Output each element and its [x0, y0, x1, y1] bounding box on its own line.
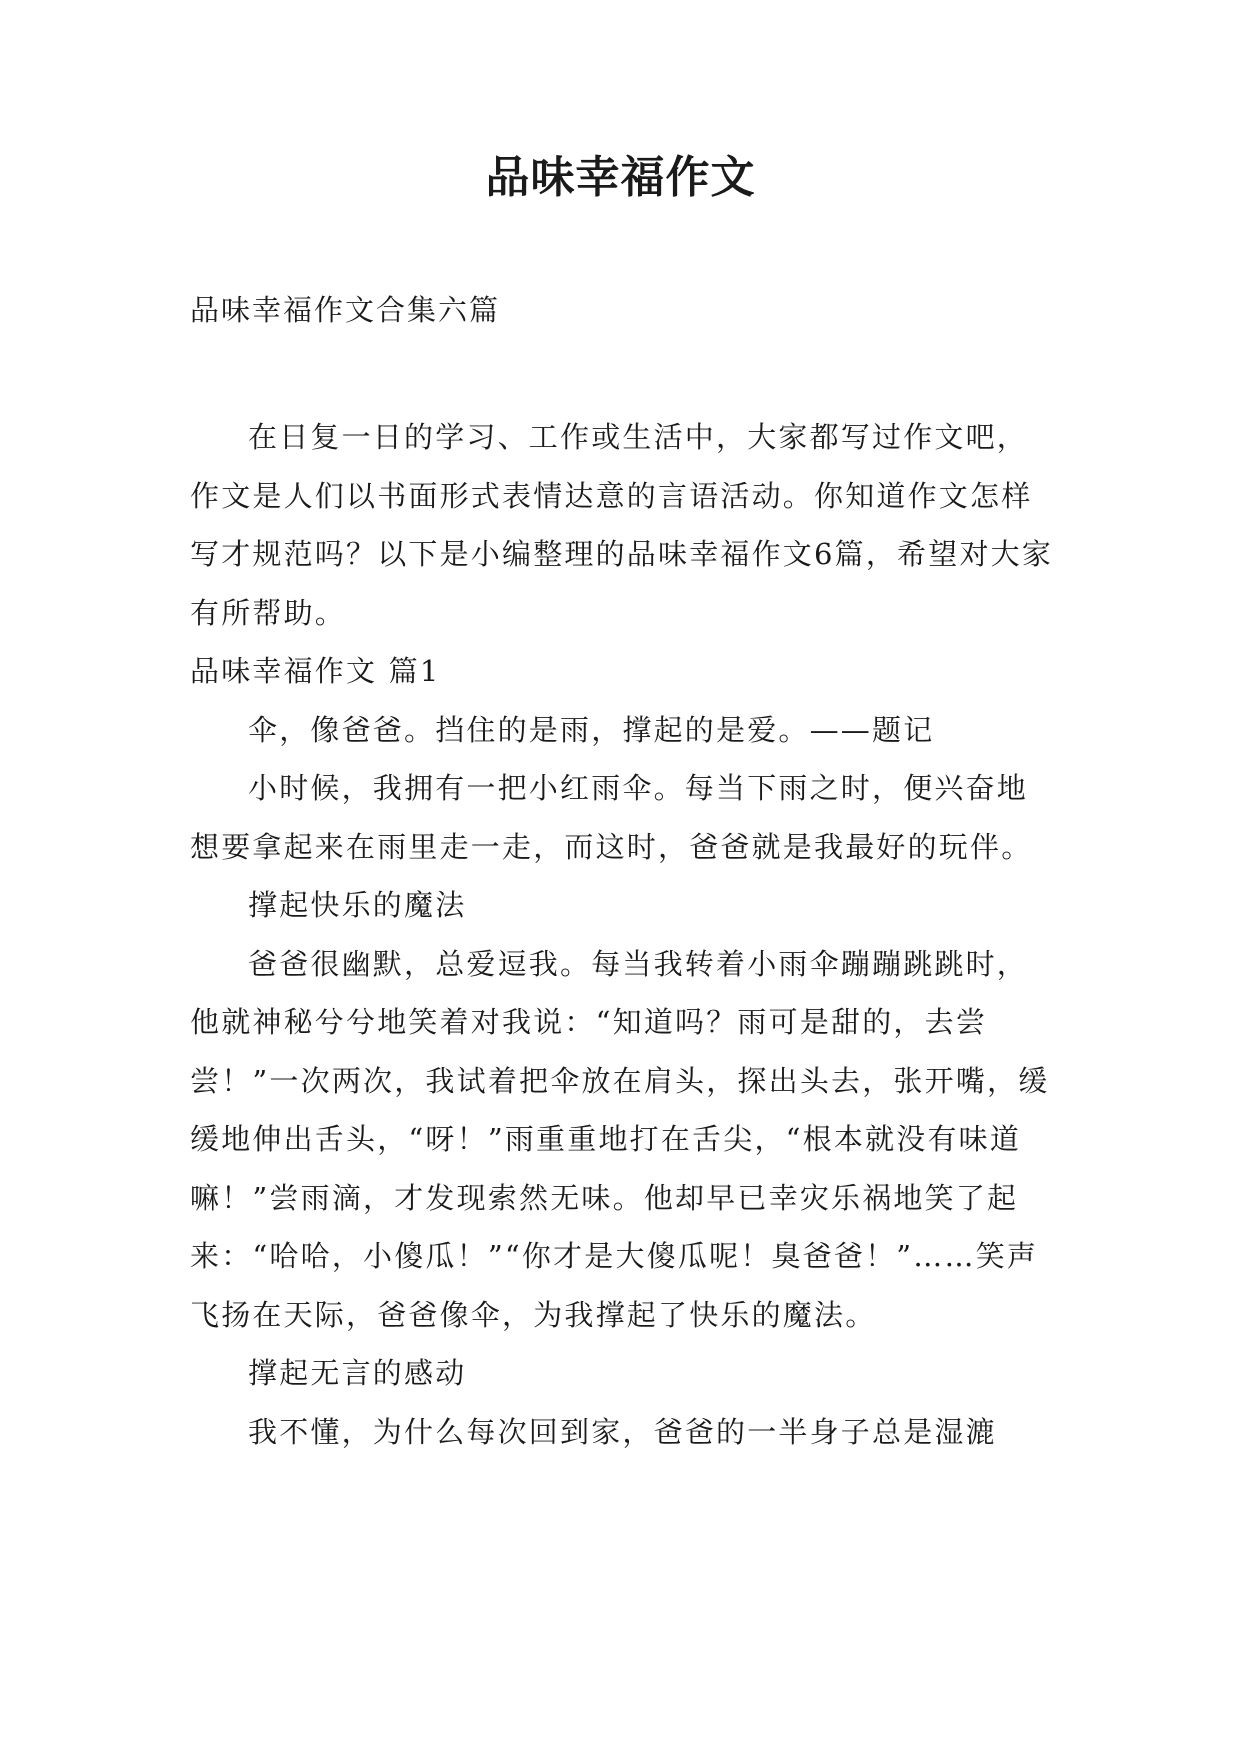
document-body — [190, 408, 1055, 1461]
body-paragraph: 我不懂，为什么每次回到家，爸爸的一半身子总是湿漉 — [248, 1414, 997, 1449]
body-paragraph: 爸爸很幽默，总爱逗我。每当我转着小雨伞蹦蹦跳跳时，他就神秘兮兮地笑着对我说：“知道吗？雨可是甜的，去尝尝！”一次两次，我试着把伞放在肩头，探出头去，张开嘴，缓缓地伸出舌头，“呀！”雨重重地打在舌尖，“根本就没有味道嘛！”尝雨滴，才发现索然无味。他却早已幸灾乐祸地笑了起来：“哈哈，小傻瓜！”“你才是大傻瓜呢！臭爸爸！”……笑声飞扬在天际，爸爸像伞，为我撑起了快乐的魔法。 — [190, 946, 1050, 1332]
intro-paragraph: 在日复一日的学习、工作或生活中，大家都写过作文吧，作文是人们以书面形式表情达意的言语活动。你知道作文怎样写才规范吗？以下是小编整理的品味幸福作文6篇，希望对大家有所帮助。 — [190, 420, 1054, 630]
section-heading: 品味幸福作文 篇1 — [190, 654, 441, 688]
epigraph: 伞，像爸爸。挡住的是雨，撑起的是爱。——题记 — [248, 712, 935, 747]
body-paragraph: 小时候，我拥有一把小红雨伞。每当下雨之时，便兴奋地想要拿起来在雨里走一走，而这时，爸爸就是我最好的玩伴。 — [190, 771, 1033, 864]
document-subtitle: 品味幸福作文合集六篇 — [190, 293, 501, 327]
subheading: 撑起快乐的魔法 — [248, 888, 467, 922]
subheading: 撑起无言的感动 — [248, 1356, 467, 1390]
document-title: 品味幸福作文 — [485, 152, 756, 203]
